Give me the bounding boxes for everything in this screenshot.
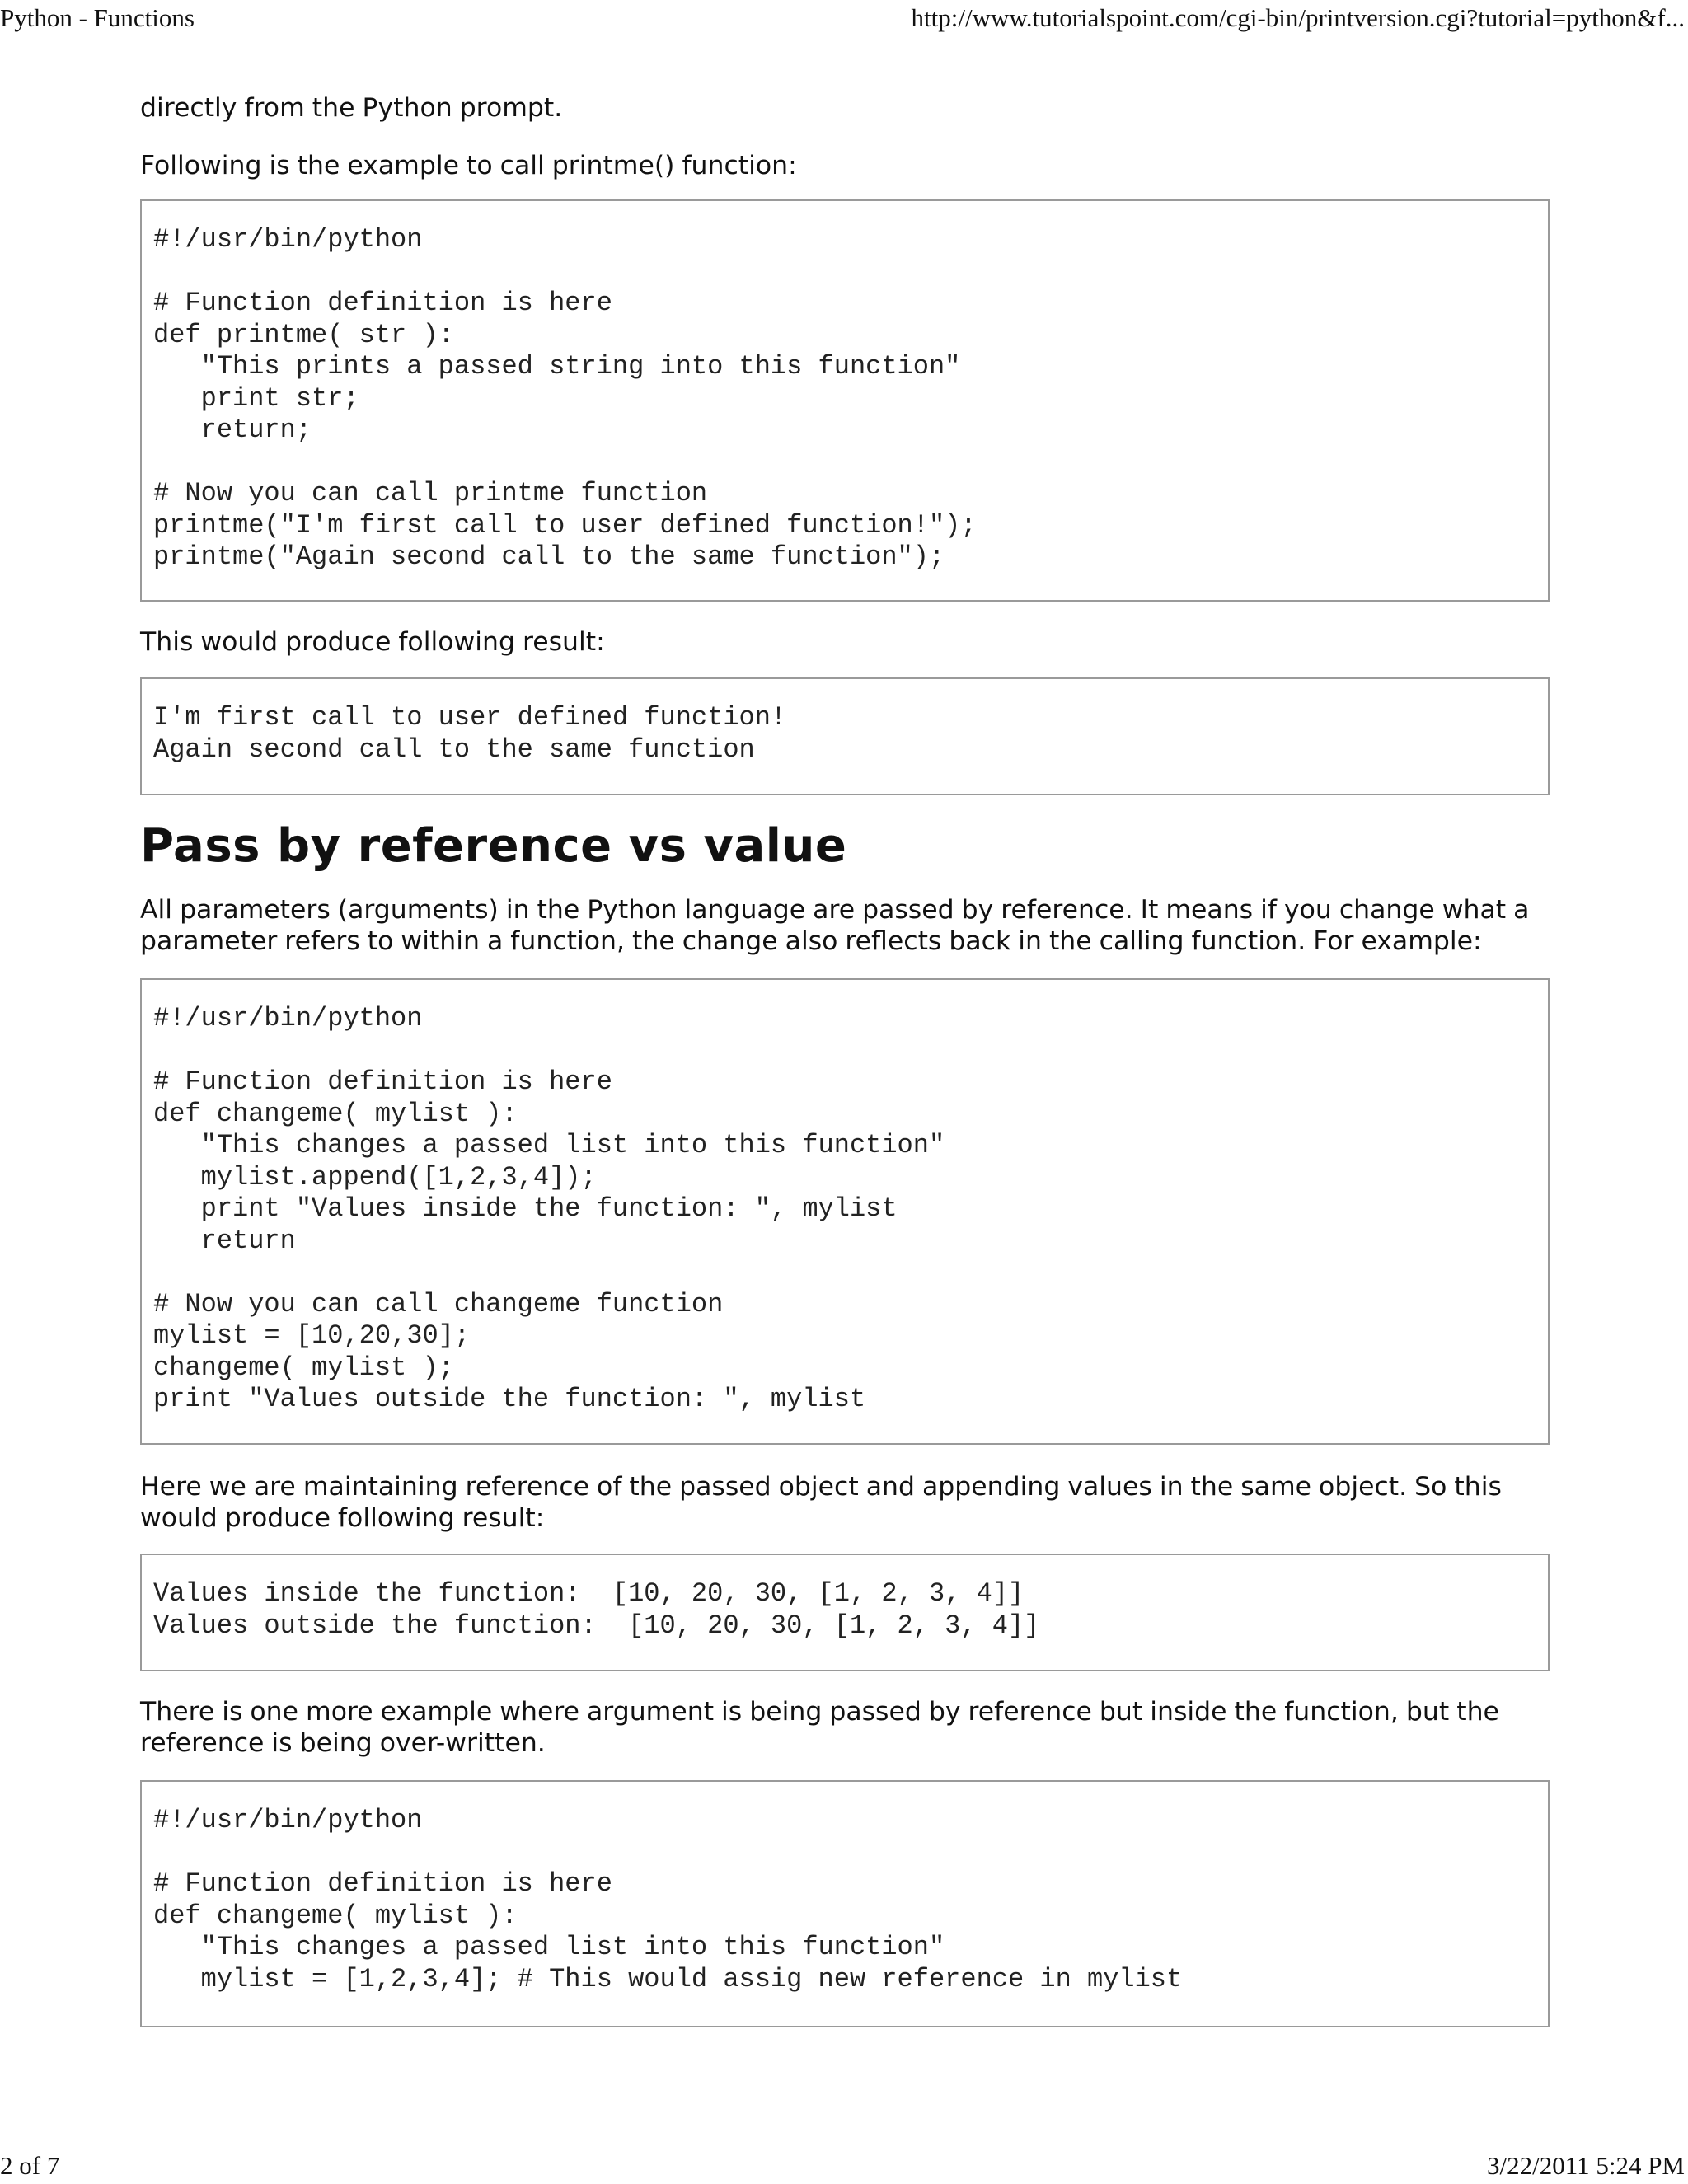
output-printme: I'm first call to user defined function! Again second call to the same function bbox=[153, 702, 787, 765]
result-intro-2: Here we are maintaining reference of the passed object and appending values in the same object. So this would produce following result: bbox=[140, 1472, 1502, 1533]
output-block-changeme-append bbox=[140, 1554, 1550, 1671]
page-number: 2 of 7 bbox=[0, 2151, 60, 2180]
print-footer bbox=[0, 2149, 1688, 2182]
code-block-changeme-overwrite bbox=[140, 1780, 1550, 2027]
output-changeme-append: Values inside the function: [10, 20, 30, [1, 2, 3, 4]] Values outside the function: [10, 20, 30, [1, 2, 3, 4]] bbox=[153, 1578, 1040, 1641]
code-changeme-append: #!/usr/bin/python # Function definition is here def changeme( mylist ): "This changes a passed list into this function" mylist.append([1,2,3,4]); print "Values inside the function: ", mylist return # Now you can call changeme function mylist = [10,20,30]; changeme( mylist ); print "Values outside the function: ", mylist bbox=[153, 1003, 945, 1414]
pass-by-reference-paragraph: All parameters (arguments) in the Python language are passed by reference. It means if you change what a parameter refers to within a function, the change also reflects back in the calling function. For example: bbox=[140, 895, 1530, 956]
document-content bbox=[140, 92, 1550, 2027]
page-title: Python - Functions bbox=[0, 3, 195, 32]
code-printme: #!/usr/bin/python # Function definition is here def printme( str ): "This prints a passed string into this function" print str; return; # Now you can call printme function printme("I'm first call to user defined function!"); printme("Again second call to the same function"); bbox=[153, 224, 977, 572]
print-header bbox=[0, 2, 1688, 35]
section-heading: Pass by reference vs value bbox=[140, 819, 847, 873]
code-block-changeme-append bbox=[140, 978, 1550, 1445]
overwrite-intro: There is one more example where argument is being passed by reference but inside the function, but the reference is being over-written. bbox=[140, 1697, 1499, 1758]
print-timestamp: 3/22/2011 5:24 PM bbox=[1487, 2151, 1685, 2180]
example-intro: Following is the example to call printme() function: bbox=[140, 151, 797, 180]
code-changeme-overwrite: #!/usr/bin/python # Function definition is here def changeme( mylist ): "This changes a passed list into this function" mylist = [1,2,3,4]; # This would assig new reference in mylist bbox=[153, 1805, 1183, 1994]
code-block-printme bbox=[140, 199, 1550, 602]
result-intro: This would produce following result: bbox=[140, 627, 605, 657]
output-block-printme bbox=[140, 677, 1550, 795]
page-url[interactable]: http://www.tutorialspoint.com/cgi-bin/printversion.cgi?tutorial=python&f... bbox=[911, 3, 1685, 32]
intro-line: directly from the Python prompt. bbox=[140, 93, 563, 123]
